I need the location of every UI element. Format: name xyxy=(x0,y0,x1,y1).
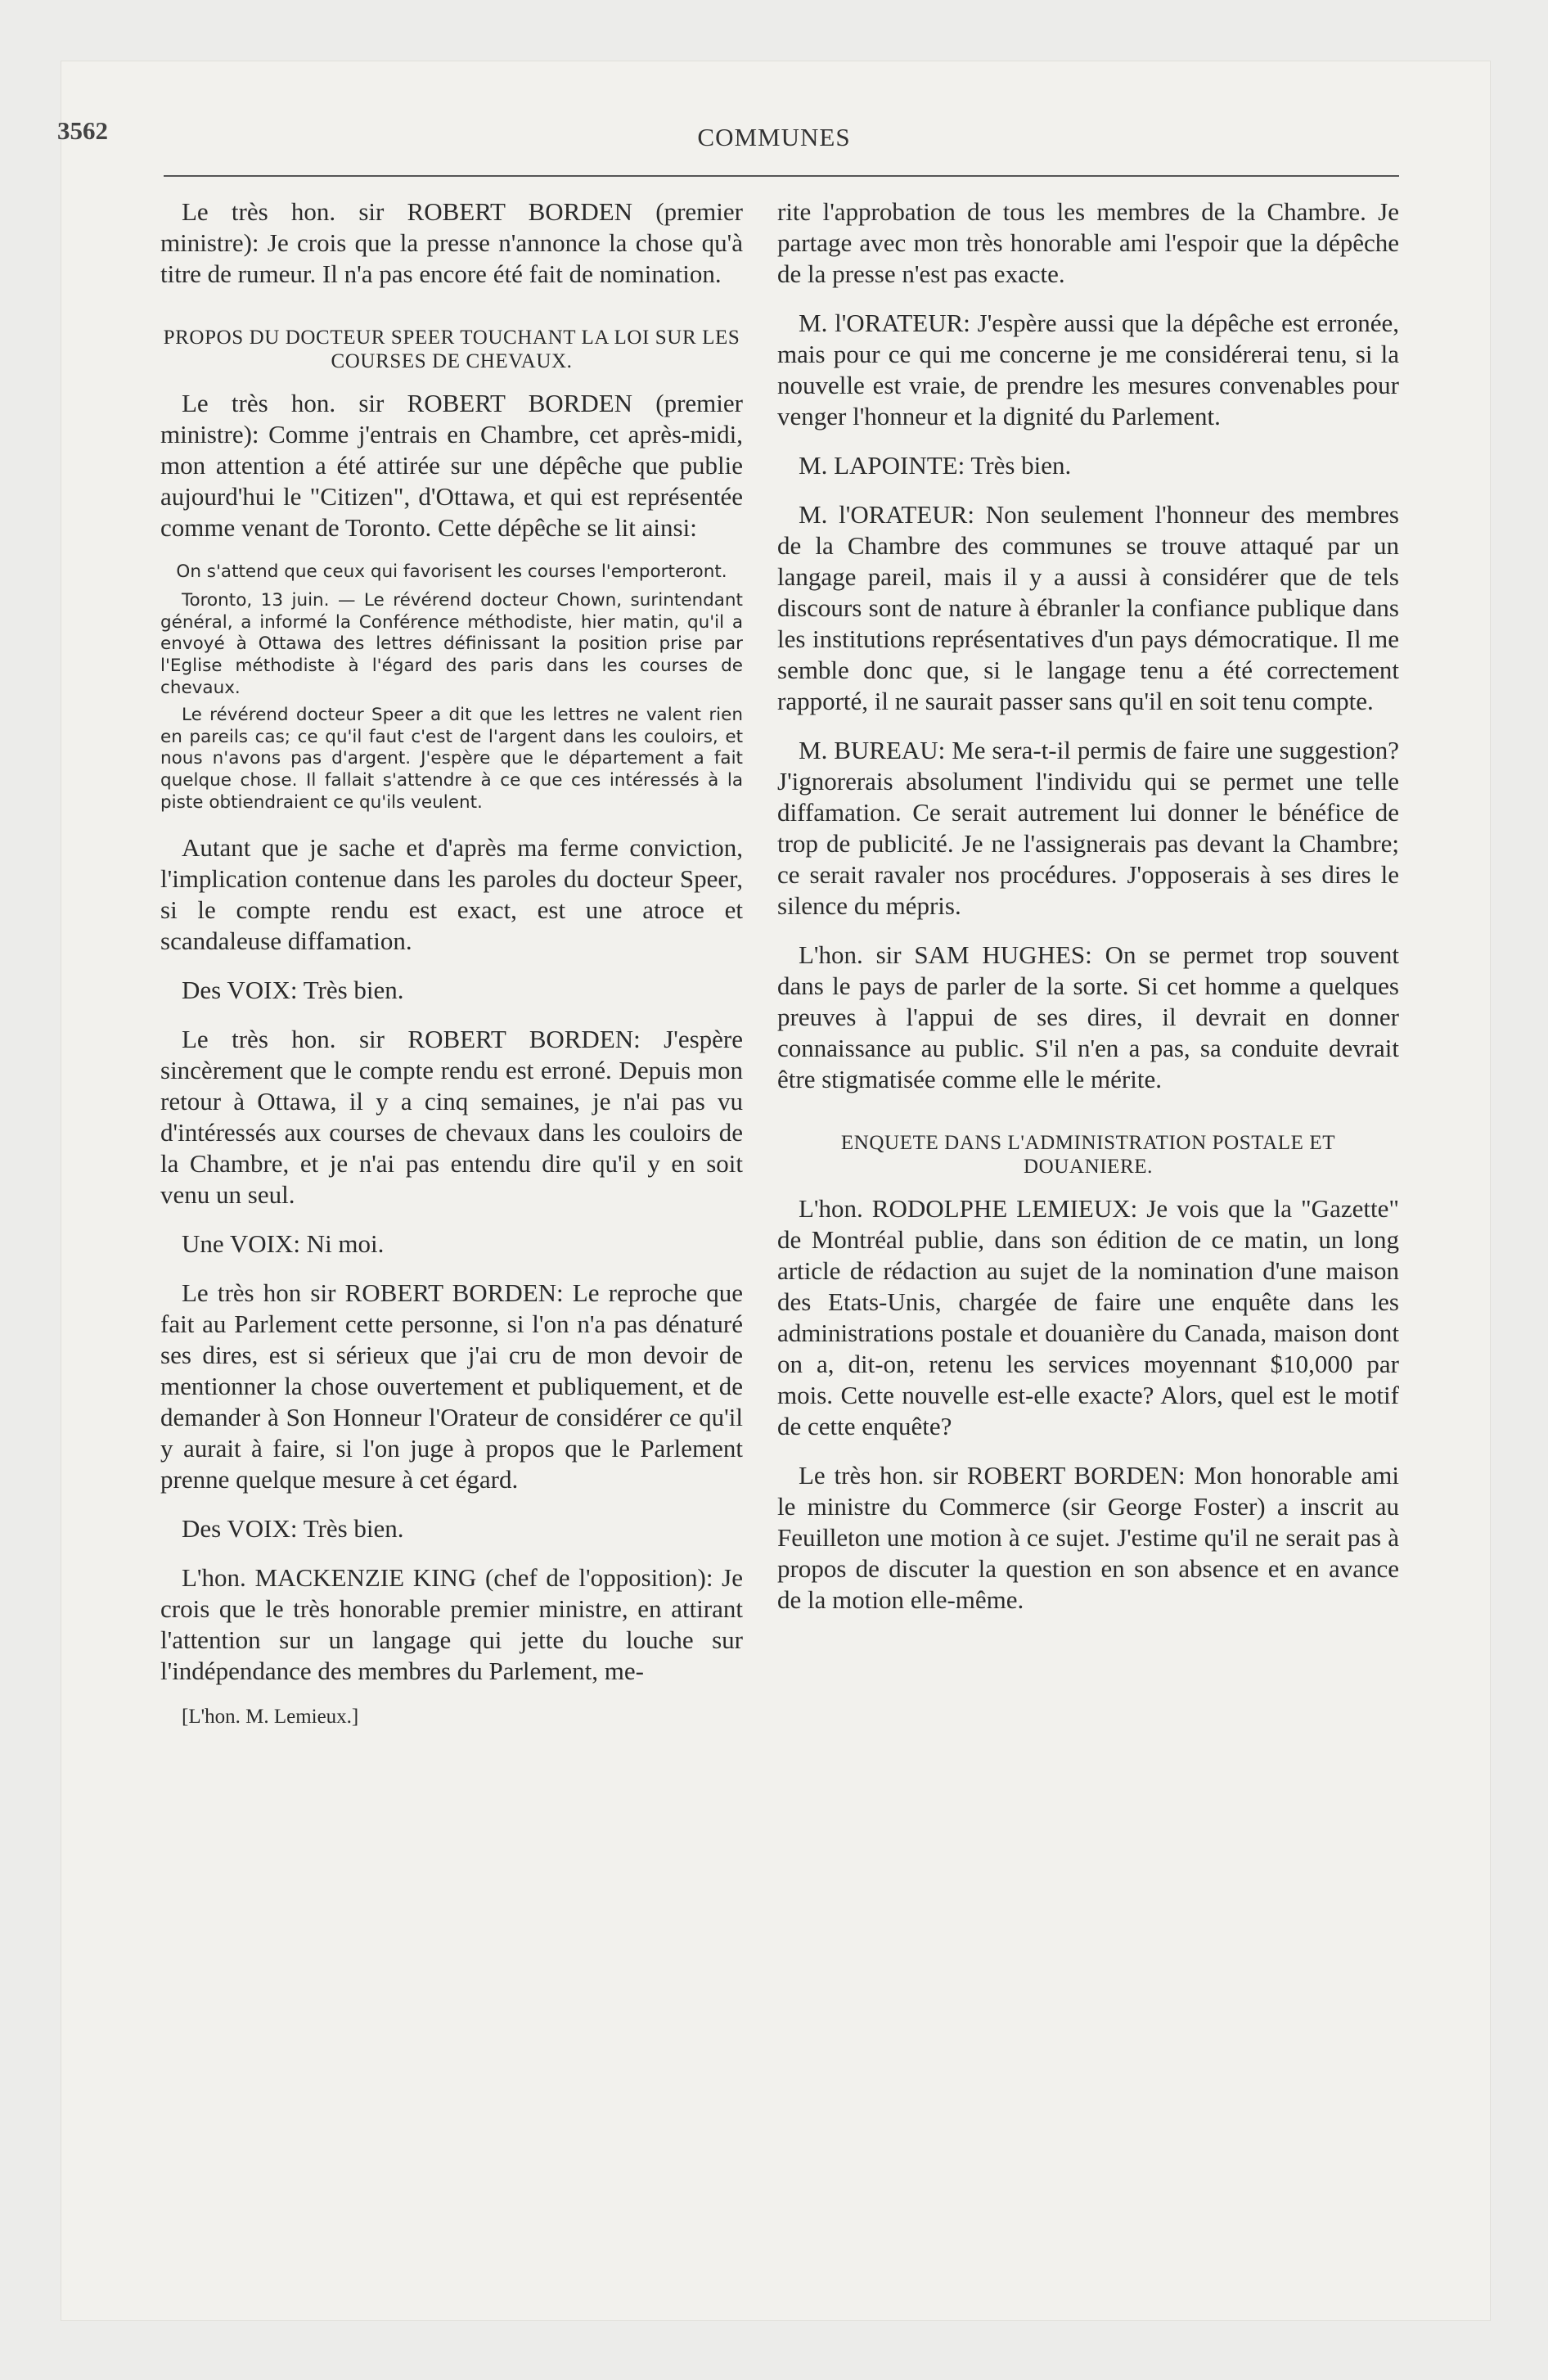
paragraph: L'hon. MACKENZIE KING (chef de l'opposition): Je crois que le très honorable premier ministre, en attirant l'attention sur un langage qui jette du louche sur l'indépendance des membres du Parlement, me- xyxy=(160,1562,743,1685)
paragraph: Des VOIX: Très bien. xyxy=(182,1513,404,1543)
quote-paragraph: Toronto, 13 juin. — Le révérend docteur Chown, surintendant général, a informé la Conférence méthodiste, hier matin, qu'il a envoyé à Ottawa des lettres définissant la position prise par l'Eglise méthodiste à l'égard des paris dans les courses de chevaux. xyxy=(160,589,743,698)
paragraph: M. BUREAU: Me sera-t-il permis de faire une suggestion? J'ignorerais absolument l'individu qui se permet une telle diffamation. Ce serait autrement lui donner le bénéfice de trop de publicité. Je ne l'assignerais pas devant la Chambre; ce serait ravaler nos procédures. J'opposerais à ses dires le silence du mépris. xyxy=(777,736,1399,920)
paragraph: Autant que je sache et d'après ma ferme conviction, l'implication contenue dans les paroles du docteur Speer, si le compte rendu est exact, est une atroce et scandaleuse diffamation. xyxy=(160,832,743,955)
page-number: 3562 xyxy=(57,116,108,145)
paragraph: rite l'approbation de tous les membres de la Chambre. Je partage avec mon très honorable ami l'espoir que la dépêche de la presse n'est pas exacte. xyxy=(777,197,1399,288)
paragraph: M. LAPOINTE: Très bien. xyxy=(799,451,1072,480)
quote-paragraph: Le révérend docteur Speer a dit que les lettres ne valent rien en pareils cas; ce qu'il faut c'est de l'argent dans les couloirs, et nous n'avons pas d'argent. J'espère que le département a fait quelque chose. Il fallait s'attendre à ce que ces intéressés à la piste obtiendraient ce qu'ils veulent. xyxy=(160,704,743,813)
paragraph: M. l'ORATEUR: J'espère aussi que la dépêche est erronée, mais pour ce qui me concerne je me considérerai tenu, si la nouvelle est vraie, de prendre les mesures convenables pour venger l'honneur et la dignité du Parlement. xyxy=(777,309,1399,430)
speaker-footer: [L'hon. M. Lemieux.] xyxy=(182,1705,359,1728)
quoted-dispatch xyxy=(160,561,743,814)
right-column xyxy=(777,196,1399,1634)
paragraph: Une VOIX: Ni moi. xyxy=(182,1228,385,1258)
paragraph: Des VOIX: Très bien. xyxy=(182,975,404,1004)
paragraph: Le très hon sir ROBERT BORDEN: Le reproche que fait au Parlement cette personne, si l'on n'a pas dénaturé ses dires, est si sérieux que j'ai cru de mon devoir de mentionner la chose ouvertement et publiquement, et de demander à Son Honneur l'Orateur de considérer ce qu'il y aurait à faire, si l'on juge à propos que le Parlement prenne quelque mesure à cet égard. xyxy=(160,1278,743,1494)
section-heading: PROPOS DU DOCTEUR SPEER TOUCHANT LA LOI SUR LES COURSES DE CHEVAUX. xyxy=(163,327,740,372)
paragraph: Le très hon. sir ROBERT BORDEN (premier ministre): Je crois que la presse n'annonce la chose qu'à titre de rumeur. Il n'a pas encore été fait de nomination. xyxy=(160,197,743,288)
paragraph: Le très hon. sir ROBERT BORDEN (premier ministre): Comme j'entrais en Chambre, cet après-midi, mon attention a été attirée sur une dépêche que publie aujourd'hui le "Citizen", d'Ottawa, et qui est représentée comme venant de Toronto. Cette dépêche se lit ainsi: xyxy=(160,389,743,542)
left-column xyxy=(160,196,743,1747)
paragraph: Le très hon. sir ROBERT BORDEN: J'espère sincèrement que le compte rendu est erroné. Depuis mon retour à Ottawa, il y a cinq semaines, je n'ai pas vu d'intéressés aux courses de chevaux dans les couloirs de la Chambre, et je n'ai pas entendu dire qu'il y en soit venu un seul. xyxy=(160,1024,743,1209)
paragraph: Le très hon. sir ROBERT BORDEN: Mon honorable ami le ministre du Commerce (sir George Foster) a inscrit au Feuilleton une motion à ce sujet. J'estime qu'il ne serait pas à propos de discuter la question en son absence et en avance de la motion elle-même. xyxy=(777,1461,1399,1614)
section-heading: ENQUETE DANS L'ADMINISTRATION POSTALE ET DOUANIERE. xyxy=(840,1132,1336,1178)
running-title: COMMUNES xyxy=(697,123,851,151)
header-rule xyxy=(164,175,1399,177)
paragraph: M. l'ORATEUR: Non seulement l'honneur des membres de la Chambre des communes se trouve attaqué par un langage pareil, mais il y a aussi à considérer que de tels discours sont de nature à ébranler la confiance publique dans les institutions représentatives d'un pays démocratique. Il me semble donc que, si le langage tenu a été correctement rapporté, il ne saurait passer sans qu'il en soit tenu compte. xyxy=(777,500,1399,715)
paragraph: L'hon. RODOLPHE LEMIEUX: Je vois que la "Gazette" de Montréal publie, dans son édition de ce matin, un long article de rédaction au sujet de la nomination d'une maison des Etats-Unis, chargée de faire une enquête dans les administrations postale et douanière du Canada, maison dont on a, dit-on, retenu les services moyennant $10,000 par mois. Cette nouvelle est-elle exacte? Alors, quel est le motif de cette enquête? xyxy=(777,1194,1399,1440)
paragraph: L'hon. sir SAM HUGHES: On se permet trop souvent dans le pays de parler de la sorte. Si cet homme a quelques preuves à l'appui de ses dires, il devrait en donner connaissance au public. S'il n'en a pas, sa conduite devrait être stigmatisée comme elle le mérite. xyxy=(777,940,1399,1093)
quote-title: On s'attend que ceux qui favorisent les courses l'emporteront. xyxy=(176,561,727,582)
